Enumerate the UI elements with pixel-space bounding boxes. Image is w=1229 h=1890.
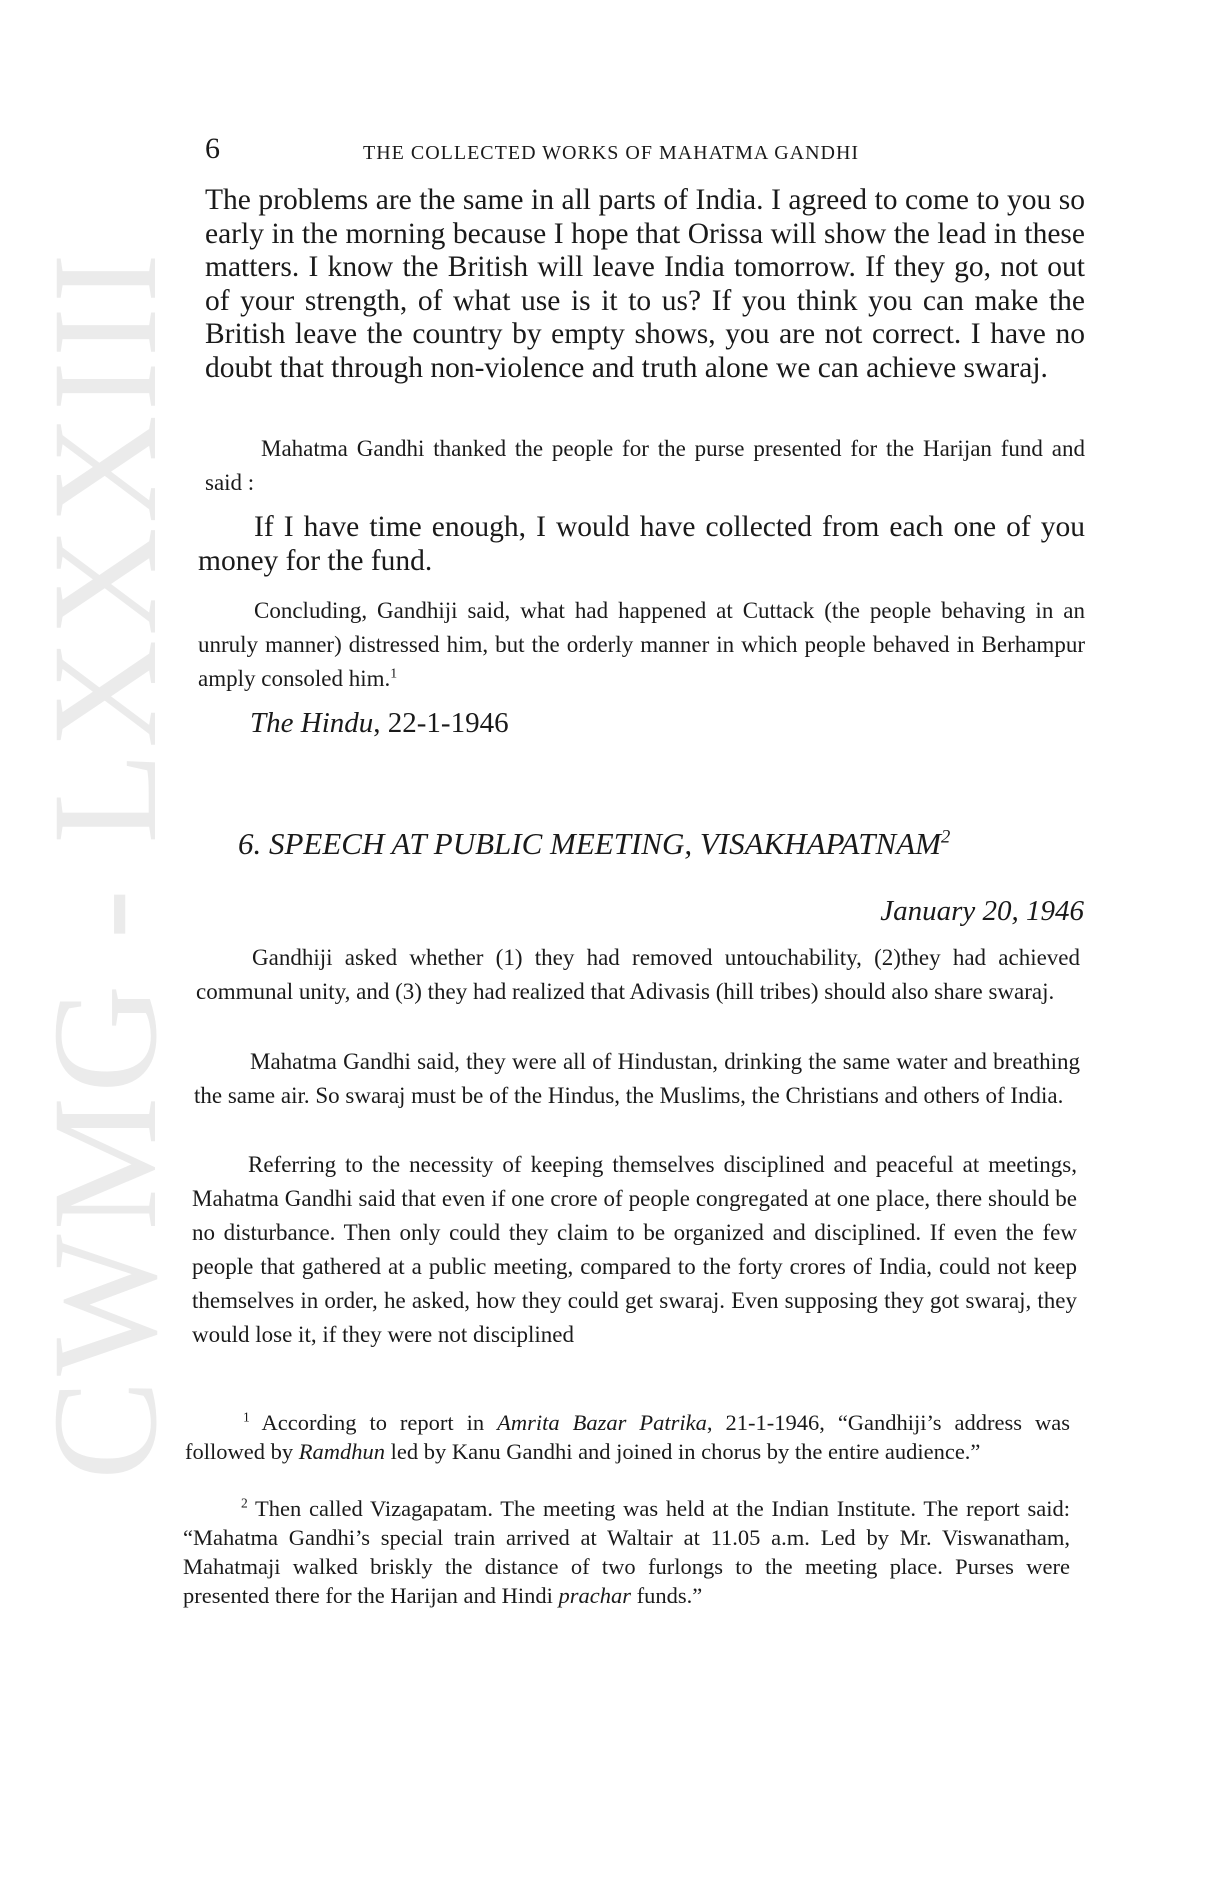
page-number: 6	[205, 132, 220, 165]
narrative-paragraph-2-text: Concluding, Gandhiji said, what had happened at Cuttack (the people behaving in an unruly manner) distressed him, but the orderly manner in which people behaved in Berhampur amply consoled him.	[198, 598, 1085, 691]
speech-paragraph-1: The problems are the same in all parts of India. I agreed to come to you so early in the morning because I hope that Orissa will show the lead in these matters. I know the British will leave India tomorrow. If they go, not out of your strength, of what use is it to us? If you think you can make the British leave the country by empty shows, you are not correct. I have no doubt that through non-violence and truth alone we can achieve swaraj.	[205, 184, 1085, 384]
section-paragraph-1: Gandhiji asked whether (1) they had removed untouchability, (2)they had achieved communal unity, and (3) they had realized that Adivasis (hill tribes) should also share swaraj.	[196, 945, 1080, 1004]
footnote-1-term: Ramdhun	[298, 1439, 385, 1464]
page-header	[205, 132, 1075, 172]
footnote-1-text: , 21-1-1946, “Gandhiji’s address was followed by	[185, 1410, 1070, 1464]
source-publication: The Hindu	[250, 707, 374, 739]
source-citation	[250, 707, 509, 740]
section-paragraph-3: Referring to the necessity of keeping themselves disciplined and peaceful at meetings, Mahatma Gandhi said that even if one crore of people congregated at one place, there should be no disturbance. Then only could they claim to be organized and disciplined. If even the few people that gathered at a public meeting, compared to the forty crores of India, could not keep themselves in order, he asked, how they could get swaraj. Even supposing they got swaraj, they would lose it, if they were not disciplined	[192, 1152, 1077, 1347]
source-date: , 22-1-1946	[373, 707, 509, 739]
footnote-ref-1: 1	[390, 665, 398, 681]
footnote-1-publication: Amrita Bazar Patrika	[497, 1410, 707, 1435]
footnote-1	[185, 1408, 1070, 1466]
footnote-2-term: prachar	[558, 1583, 631, 1608]
footnote-2-text: funds.”	[630, 1583, 703, 1608]
footnote-1-text: led by Kanu Gandhi and joined in chorus by the entire audience.”	[384, 1439, 981, 1464]
section-title: SPEECH AT PUBLIC MEETING, VISAKHAPATNAM	[269, 826, 941, 861]
section-number: 6.	[238, 826, 262, 861]
footnote-1-marker: 1	[243, 1409, 250, 1425]
footnote-ref-2: 2	[940, 826, 951, 848]
speech-paragraph-2: If I have time enough, I would have collected from each one of you money for the fund.	[198, 511, 1085, 577]
footnote-2-marker: 2	[241, 1495, 248, 1511]
footnote-1-text: According to report in	[249, 1410, 498, 1435]
narrative-paragraph-2	[198, 594, 1085, 696]
section-date: January 20, 1946	[880, 895, 1084, 927]
watermark: CWMG - LXXXIII	[22, 249, 188, 1480]
narrative-paragraph-1: Mahatma Gandhi thanked the people for the purse presented for the Harijan fund and said :	[205, 436, 1085, 495]
section-paragraph-2: Mahatma Gandhi said, they were all of Hindustan, drinking the same water and breathing the same air. So swaraj must be of the Hindus, the Muslims, the Christians and others of India.	[194, 1049, 1080, 1108]
section-heading	[238, 826, 950, 862]
footnote-2-text: Then called Vizagapatam. The meeting was held at the Indian Institute. The report said: “Mahatma Gandhi’s special train arrived at Waltair at 11.05 a.m. Led by Mr. Viswanatham, Mahatmaji walked briskly the distance of two furlongs to the meeting place. Purses were presented there for the Harijan and Hindi	[183, 1496, 1070, 1608]
running-title: THE COLLECTED WORKS OF MAHATMA GANDHI	[363, 142, 860, 164]
footnote-2	[183, 1494, 1070, 1610]
